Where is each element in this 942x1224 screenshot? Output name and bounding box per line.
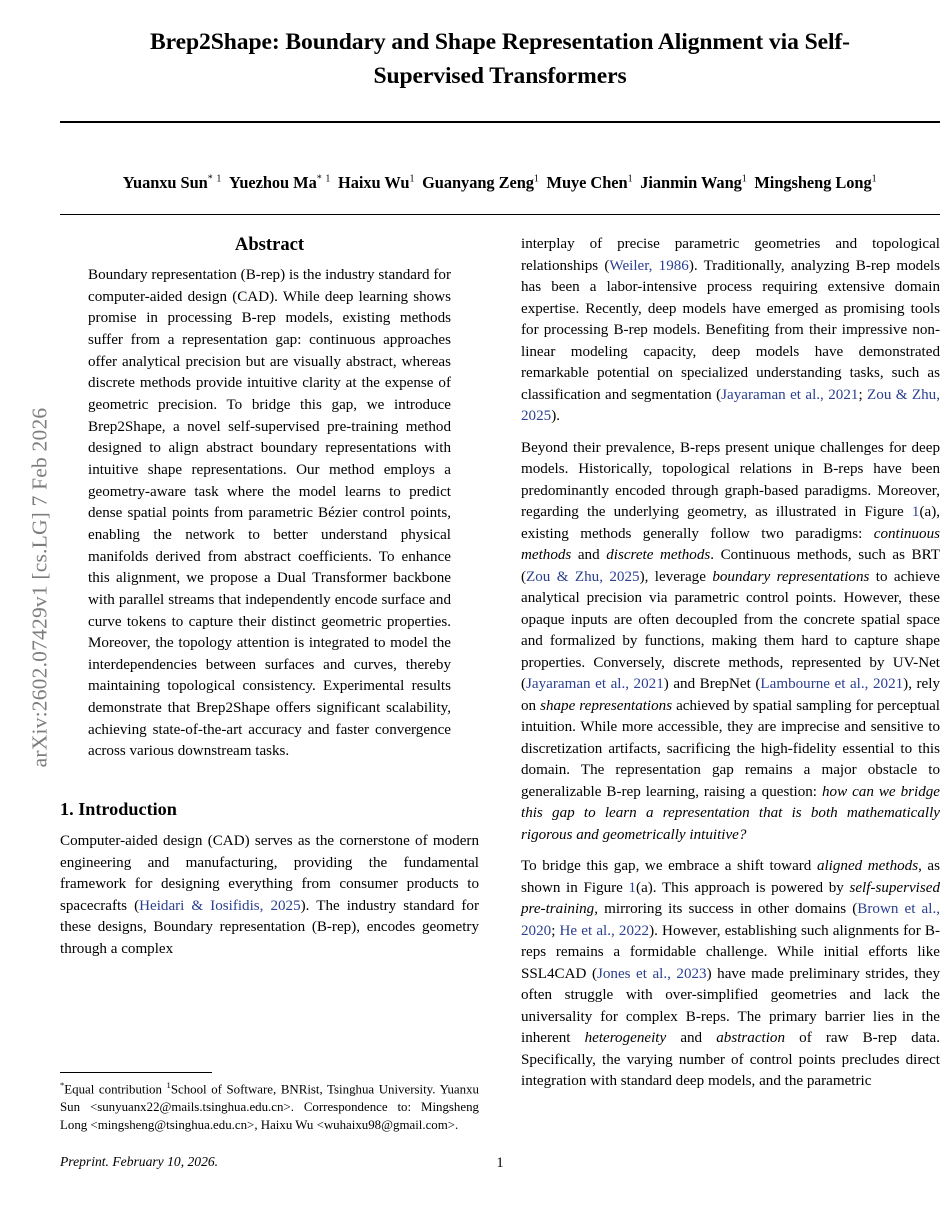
section-heading-introduction: 1. Introduction: [60, 799, 177, 820]
text-run: ;: [858, 386, 868, 403]
footnote-affiliation-mark: 1: [166, 1080, 171, 1090]
author-marks: 1: [741, 173, 748, 185]
text-run: to achieve analytical precision via parametric control points. However, these opaque inputs are often decoupled from the concrete spatial space and formalized by functions, making them hard to capture shape properties. Conversely, discrete methods, represented by UV-Net (: [521, 568, 940, 692]
emphasis-run: how can we bridge this gap to learn a representation that is both mathematically rigorous and geometrically intuitive?: [521, 783, 940, 843]
text-run: ), leverage: [639, 568, 713, 585]
two-column-body: [60, 234, 940, 1224]
author-entry: [229, 173, 331, 192]
left-column: [60, 234, 479, 1224]
emphasis-run: aligned methods: [816, 858, 919, 874]
emphasis-run: abstraction: [716, 1030, 786, 1046]
author-entry: [547, 173, 634, 192]
author-marks: * 1: [207, 173, 223, 185]
author-name: Yuanxu Sun: [122, 173, 208, 192]
figure-reference[interactable]: 1: [911, 504, 920, 520]
citation-link[interactable]: Weiler, 1986: [609, 257, 689, 274]
citation-link[interactable]: Lambourne et al., 2021: [760, 676, 904, 692]
author-marks: 1: [409, 173, 416, 185]
citation-link[interactable]: He et al., 2022: [559, 922, 650, 939]
author-name: Haixu Wu: [338, 173, 410, 192]
abstract-text: Boundary representation (B-rep) is the industry standard for computer-aided design (CAD). While deep learning shows promise in processing B-rep models, existing methods suffer from a representation gap: continuous approaches offer analytical precision but are visually abstract, whereas discrete methods provide intuitive clarity at the expense of geometric precision. To bridge this gap, we introduce Brep2Shape, a novel self-supervised pre-training method designed to align abstract boundary representations with intuitive shape representations. Our method employs a geometry-aware task where the model learns to predict dense spatial points from parametric Bézier control points, enabling the network to better understand physical manifolds derived from abstract coefficients. To enhance this alignment, we propose a Dual Transformer backbone with parallel streams that independently encode surface and curve tokens to capture their distinct geometric properties. Moreover, the topology attention is integrated to model the interdependencies between surfaces and curves, thereby maintaining topological consistency. Experimental results demonstrate that Brep2Shape offers significant scalability, achieving state-of-the-art accuracy and faster convergence across various downstream tasks.: [88, 267, 451, 760]
intro-paragraph-1: [60, 831, 479, 960]
author-entry: [754, 173, 877, 192]
author-name: Mingsheng Long: [754, 173, 872, 192]
footnote-star-mark: *: [60, 1080, 65, 1090]
emphasis-run: continuous methods: [521, 525, 940, 563]
author-marks: 1: [533, 173, 540, 185]
author-marks: * 1: [316, 173, 332, 185]
text-run: ).: [551, 408, 560, 424]
text-run: Beyond their prevalence, B-reps present unique challenges for deep models. Historically, topological relations in B-reps have been predominantly encoded through graph-based paradigms. Moreover, regarding the underlying geometry, as illustrated in Figure: [521, 439, 940, 520]
author-entry: [123, 173, 222, 192]
intro-paragraph-1-continued: [521, 234, 940, 428]
author-entry: [338, 173, 415, 192]
author-marks: 1: [871, 173, 878, 185]
citation-link[interactable]: Zou & Zhu, 2025: [526, 568, 640, 585]
citation-link[interactable]: Jayaraman et al., 2021: [721, 386, 859, 403]
text-run: Computer-aided design (CAD) serves as the cornerstone of modern engineering and manufacturing, providing the fundamental framework for designing everything from consumer products to spacecrafts (: [60, 833, 479, 914]
text-run: (a). This approach is powered by: [636, 879, 850, 896]
footnote-text: [60, 1080, 479, 1134]
text-run: of raw B-rep data. Specifically, the varying number of control points precludes direct integration with standard deep models, and the parametric: [521, 1030, 941, 1089]
citation-link[interactable]: Jayaraman et al., 2021: [526, 676, 664, 692]
citation-link[interactable]: Zou & Zhu, 2025: [521, 386, 940, 424]
text-run: ). The industry standard for these designs, Boundary representation (B-rep), encodes geometry through a complex: [60, 897, 479, 957]
author-marks: 1: [627, 173, 634, 185]
citation-link[interactable]: Brown et al., 2020: [521, 901, 940, 939]
intro-paragraph-2: [521, 438, 940, 847]
text-run: (a), existing methods generally follow two paradigms:: [521, 504, 940, 542]
text-run: ) and BrepNet (: [663, 676, 761, 692]
title-rule-thick: [60, 121, 940, 123]
text-run: and: [571, 547, 607, 563]
author-entry: [640, 173, 747, 192]
emphasis-run: boundary representations: [712, 568, 870, 585]
author-name: Muye Chen: [546, 173, 628, 192]
text-run: School of Software, BNRist, Tsinghua University. Yuanxu Sun <sunyuanx22@mails.tsinghua.edu.cn>. Correspondence to: Mingsheng Long <mingsheng@tsinghua.edu.cn>, Haixu Wu <wuhaixu98@gmail.com>.: [60, 1082, 479, 1132]
text-run: and: [666, 1030, 717, 1046]
text-run: , as shown in Figure: [521, 858, 941, 896]
emphasis-run: self-supervised pre-training: [521, 879, 940, 917]
intro-paragraph-3: [521, 856, 940, 1093]
page-title: Brep2Shape: Boundary and Shape Representation Alignment via Self-Supervised Transformers: [150, 29, 850, 89]
text-run: ). Traditionally, analyzing B-rep models has been a labor-intensive process requiring extensive domain expertise. Recently, deep models have emerged as promising tools for processing B-rep models. Benefiting from their impressive non-linear modeling capacity, deep models have demonstrated remarkable potential on specialized understanding tasks, such as classification and segmentation (: [521, 257, 940, 403]
preprint-notice: Preprint. February 10, 2026.: [60, 1154, 219, 1170]
page-number: 1: [496, 1155, 504, 1171]
figure-reference[interactable]: 1: [628, 879, 637, 896]
title-block: [60, 0, 940, 123]
text-run: Equal contribution: [64, 1082, 167, 1097]
right-column: [521, 234, 940, 1224]
arxiv-stamp-text: arXiv:2602.07429v1 [cs.LG] 7 Feb 2026: [27, 407, 52, 768]
emphasis-run: heterogeneity: [584, 1030, 667, 1046]
arxiv-stamp: [0, 0, 56, 1200]
footnote-rule: [60, 1072, 212, 1073]
citation-link[interactable]: Heidari & Iosifidis, 2025: [139, 897, 301, 914]
citation-link[interactable]: Jones et al., 2023: [596, 965, 707, 982]
author-name: Jianmin Wang: [640, 173, 742, 192]
text-run: To bridge this gap, we embrace a shift toward: [521, 858, 817, 874]
text-run: ). However, establishing such alignments for B-reps remains a formidable challenge. While initial efforts like SSL4CAD (: [521, 922, 940, 982]
author-name: Guanyang Zeng: [422, 173, 534, 192]
abstract-heading: Abstract: [234, 234, 305, 255]
text-run: achieved by spatial sampling for perceptual intuition. While more accessible, they are imprecise and sensitive to discretization artifacts, sacrificing the high-fidelity essential to this domain. The representation gap remains a major obstacle to generalizable B-rep learning, raising a question:: [521, 697, 940, 800]
emphasis-run: shape representations: [540, 697, 673, 714]
author-list: [60, 173, 940, 193]
author-name: Yuezhou Ma: [229, 173, 317, 192]
author-entry: [422, 173, 539, 192]
text-run: ), rely on: [521, 676, 940, 714]
author-rule-thin: [60, 214, 940, 215]
emphasis-run: discrete methods: [606, 547, 711, 563]
text-run: ;: [551, 922, 560, 939]
text-run: , mirroring its success in other domains (: [594, 901, 858, 917]
paper-page: [60, 0, 940, 1200]
text-run: interplay of precise parametric geometries and topological relationships (: [521, 236, 940, 274]
text-run: ) have made preliminary strides, they often struggle with over-simplified geometries and lack the universality for complex B-reps. The primary barrier lies in the inherent: [521, 965, 940, 1046]
text-run: . Continuous methods, such as BRT (: [521, 547, 940, 585]
